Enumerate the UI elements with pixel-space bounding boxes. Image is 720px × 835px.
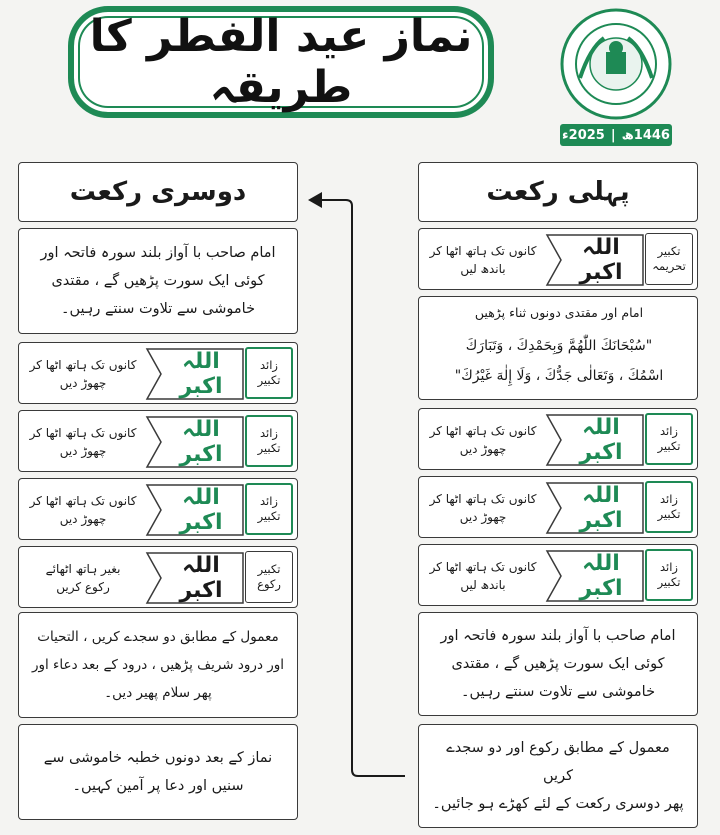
after-prayer-box [18,724,298,820]
zaid-desc: کانوں تک ہاتھ اٹھا کر چھوڑ دیں [29,358,137,390]
first-rakat-heading: پہلی رکعت [486,177,630,207]
zaid-takbir-label: زائد تکبیر [645,549,693,601]
after-prayer-text: نماز کے بعد دونوں خطبہ خاموشی سے سنیں اور دعا پر آمین کہیں۔ [43,750,273,794]
zaid-takbir-label: زائد تکبیر [245,415,293,467]
year-gregorian: 2025ء [562,127,605,143]
left-zaid-row-2 [18,410,298,472]
second-rakat-heading-box [18,162,298,222]
allah-akbar: اللہ اکبر [179,553,223,603]
right-recitation-box [418,612,698,716]
zaid-desc: کانوں تک ہاتھ اٹھا کر چھوڑ دیں [429,492,537,524]
left-ending-box [18,612,298,718]
takbir-tahrima-row [418,228,698,290]
zaid-desc: کانوں تک ہاتھ اٹھا کر باندھ لیں [429,560,537,592]
zaid-takbir-label: زائد تکبیر [645,413,693,465]
allah-akbar: اللہ اکبر [579,551,623,601]
left-zaid-row-3 [18,478,298,540]
allah-akbar: اللہ اکبر [179,349,223,399]
right-zaid-row-2 [418,476,698,538]
thana-intro: امام اور مقتدی دونوں ثناء پڑھیں [474,304,644,320]
allah-akbar: اللہ اکبر [179,417,223,467]
right-zaid-row-1 [418,408,698,470]
right-recitation-text: امام صاحب با آواز بلند سورہ فاتحہ اور کوئی ایک سورت پڑھیں گے ، مقتدی خاموشی سے تلاوت سنتے رہیں۔ [440,628,676,700]
year-hijri: 1446ھ [621,127,670,143]
zaid-takbir-label: زائد تکبیر [245,483,293,535]
thana-box [418,296,698,400]
takbir-tahrima-desc: کانوں تک ہاتھ اٹھا کر باندھ لیں [429,244,537,276]
ruku-desc: بغیر ہاتھ اٹھائے رکوع کریں [45,562,121,594]
left-zaid-row-1 [18,342,298,404]
left-recitation-text: امام صاحب با آواز بلند سورہ فاتحہ اور کوئی ایک سورت پڑھیں گے ، مقتدی خاموشی سے تلاوت سنتے رہیں۔ [40,245,276,317]
year-separator: | [610,127,616,143]
second-rakat-heading: دوسری رکعت [69,177,247,207]
right-zaid-row-3 [418,544,698,606]
left-recitation-box [18,228,298,334]
first-rakat-heading-box [418,162,698,222]
allah-akbar: اللہ اکبر [179,485,223,535]
allah-akbar: اللہ اکبر [579,235,623,285]
year-badge [560,124,672,146]
allah-akbar: اللہ اکبر [579,483,623,533]
zaid-takbir-label: زائد تکبیر [645,481,693,533]
allah-akbar: اللہ اکبر [579,415,623,465]
thana-arabic: "سُبْحَانَكَ اللّٰهُمَّ وَبِحَمْدِكَ ، وَتَبَارَكَ اسْمُكَ ، وَتَعَالٰى جَدُّكَ ، وَلَا إِلٰهَ غَيْرُكَ" [454,338,664,384]
zaid-desc: کانوں تک ہاتھ اٹھا کر چھوڑ دیں [29,494,137,526]
arrow-up-icon [300,186,410,786]
logo-emblem [560,8,672,120]
zaid-desc: کانوں تک ہاتھ اٹھا کر چھوڑ دیں [429,424,537,456]
ruku-row [18,546,298,608]
ruku-takbir-label: تکبیر رکوع [245,551,293,603]
takbir-tahrima-label: تکبیر تحریمہ [645,233,693,285]
zaid-takbir-label: زائد تکبیر [245,347,293,399]
right-ending-text: معمول کے مطابق رکوع اور دو سجدے کریں پھر دوسری رکعت کے لئے کھڑے ہو جائیں۔ [432,740,684,812]
left-ending-text: معمول کے مطابق دو سجدے کریں ، التحیات اور درود شریف پڑھیں ، درود کے بعد دعاء اور پھر سلام پھیر دیں۔ [31,629,285,701]
right-ending-box [418,724,698,828]
zaid-desc: کانوں تک ہاتھ اٹھا کر چھوڑ دیں [29,426,137,458]
page-title: نماز عید الفطر کا طریقہ [89,11,473,113]
